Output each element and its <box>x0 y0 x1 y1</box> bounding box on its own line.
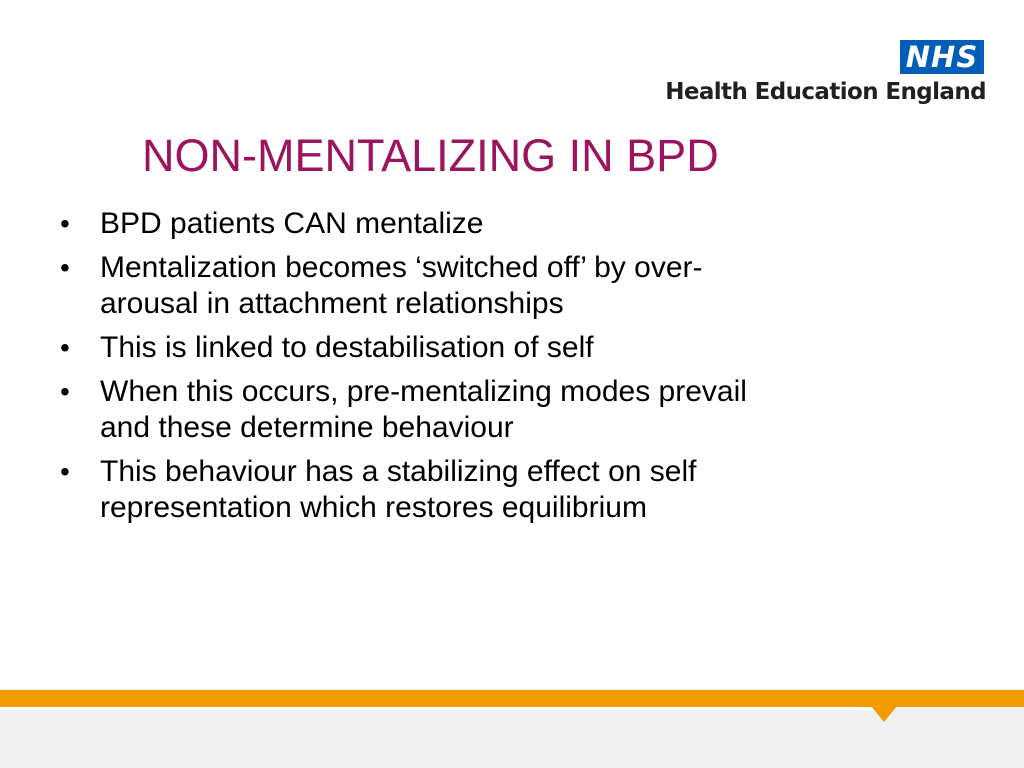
footer-divider <box>0 707 878 710</box>
bullet-text-line: Mentalization becomes ‘switched off’ by over- <box>100 251 703 284</box>
nhs-logo: NHS <box>900 40 984 74</box>
footer-orange-stripe <box>0 690 1024 707</box>
slide-title: NON-MENTALIZING IN BPD <box>142 130 719 181</box>
bullet-text-line: arousal in attachment relationships <box>100 287 564 320</box>
bullet-list <box>58 206 858 534</box>
bullet-icon: • <box>60 376 70 407</box>
bullet-icon: • <box>60 252 70 283</box>
bullet-text-line: BPD patients CAN mentalize <box>100 207 484 240</box>
footer-notch-icon <box>871 706 897 722</box>
bullet-item <box>58 374 858 446</box>
bullet-text-line: When this occurs, pre-mentalizing modes prevail <box>100 375 747 408</box>
bullet-item <box>58 454 858 526</box>
bullet-icon: • <box>60 332 70 363</box>
bullet-text-line: representation which restores equilibrium <box>100 491 647 524</box>
bullet-icon: • <box>60 456 70 487</box>
bullet-text-line: This is linked to destabilisation of self <box>100 331 594 364</box>
bullet-text-line: and these determine behaviour <box>100 411 514 444</box>
organisation-name: Health Education England <box>665 79 986 105</box>
bullet-item <box>58 330 858 366</box>
bullet-item <box>58 250 858 322</box>
bullet-item <box>58 206 858 242</box>
hee-logo <box>626 40 986 112</box>
bullet-text-line: This behaviour has a stabilizing effect on self <box>100 455 697 488</box>
bullet-icon: • <box>60 208 70 239</box>
